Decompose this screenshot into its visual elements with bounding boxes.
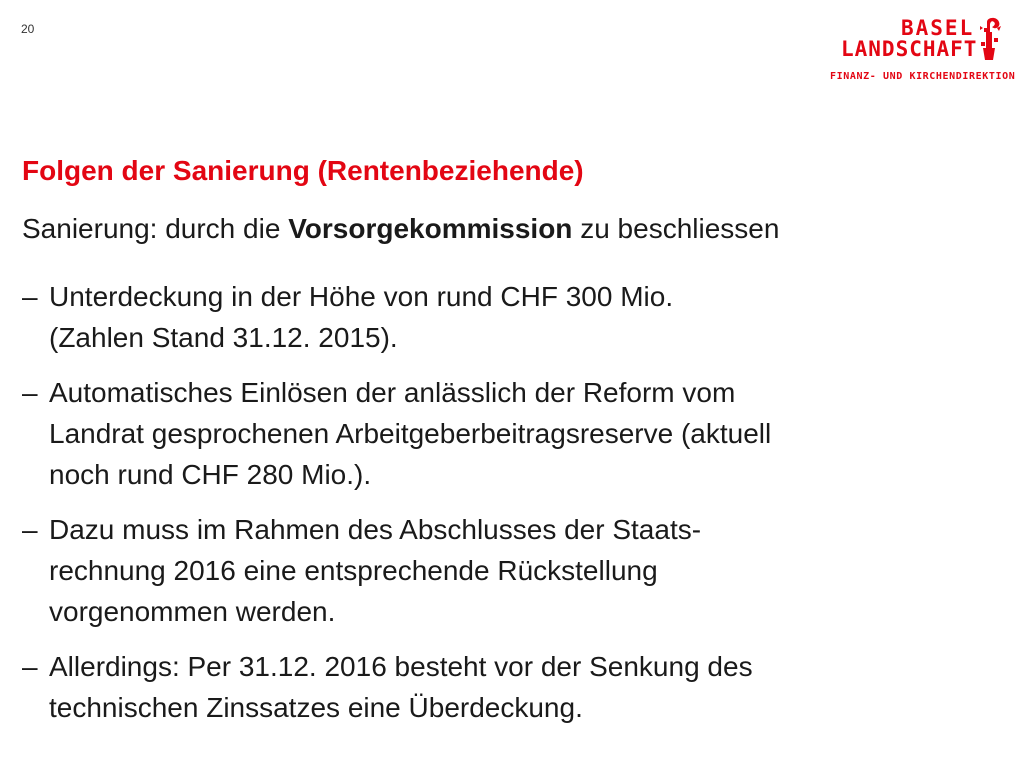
slide-title: Folgen der Sanierung (Rentenbeziehende) <box>22 155 584 186</box>
baselland-crest-icon <box>977 16 1005 60</box>
bullet-text: Dazu muss im Rahmen des Abschlusses der Staats- rechnung 2016 eine entsprechende Rückstellung vorgenommen werden. <box>49 514 702 627</box>
bullet-text: Unterdeckung in der Höhe von rund CHF 300 Mio. (Zahlen Stand 31.12. 2015). <box>49 281 674 353</box>
intro-line <box>22 212 779 246</box>
bullet-list <box>22 276 1002 742</box>
intro-prefix: Sanierung: durch die <box>22 213 289 244</box>
bullet-item <box>22 509 1002 632</box>
page-number: 20 <box>21 22 35 36</box>
bullet-dash-icon: – <box>22 514 38 545</box>
bullet-text: Automatisches Einlösen der anlässlich der Reform vom Landrat gesprochenen Arbeitgeberbeitragsreserve (aktuell noch rund CHF 280 Mio.). <box>49 377 772 490</box>
bullet-item <box>22 646 1002 728</box>
intro-suffix: zu beschliessen <box>572 213 780 244</box>
basel-landschaft-logo <box>830 14 1016 94</box>
bullet-item <box>22 276 1002 358</box>
logo-subtitle: FINANZ- UND KIRCHENDIREKTION <box>830 71 1016 82</box>
bullet-item <box>22 372 1002 495</box>
logo-line-landschaft: LANDSCHAFT <box>841 37 978 61</box>
bullet-dash-icon: – <box>22 281 38 312</box>
intro-bold: Vorsorgekommission <box>288 213 573 244</box>
bullet-dash-icon: – <box>22 651 38 682</box>
bullet-dash-icon: – <box>22 377 38 408</box>
bullet-text: Allerdings: Per 31.12. 2016 besteht vor der Senkung des technischen Zinssatzes eine Überdeckung. <box>49 651 753 723</box>
logo-line-basel: BASEL <box>901 16 975 40</box>
